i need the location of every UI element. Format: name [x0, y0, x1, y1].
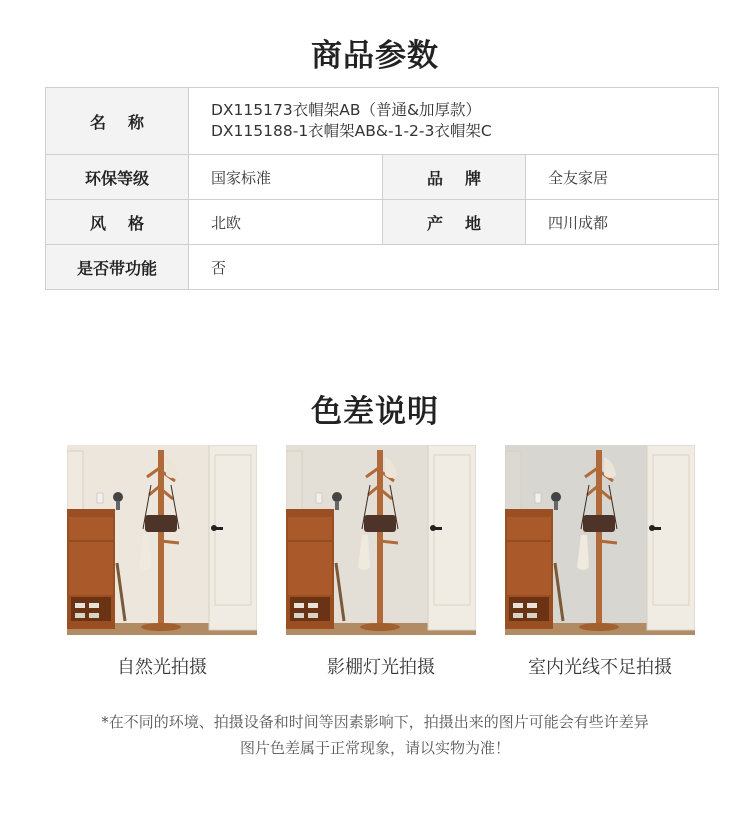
- photo-low-indoor-light: [505, 445, 695, 635]
- param-label-eco: 环保等级: [46, 155, 189, 200]
- params-table: [45, 87, 719, 290]
- param-row-style-origin: [46, 200, 719, 245]
- param-value-origin: 四川成都: [526, 200, 719, 245]
- param-label-style: 风格: [46, 200, 189, 245]
- param-label-name: 名称: [46, 88, 189, 155]
- param-value-style: 北欧: [189, 200, 383, 245]
- photo-caption-natural: 自然光拍摄: [117, 657, 207, 678]
- color-note-line1: *在不同的环境、拍摄设备和时间等因素影响下，拍摄出来的图片可能会有些许差异: [101, 713, 649, 731]
- color-note-line2: 图片色差属于正常现象，请以实物为准！: [239, 739, 510, 757]
- color-section-title: 色差说明: [311, 394, 439, 430]
- param-label-origin: 产地: [383, 200, 526, 245]
- param-row-eco-brand: [46, 155, 719, 200]
- param-label-function: 是否带功能: [46, 245, 189, 290]
- param-label-brand: 品牌: [383, 155, 526, 200]
- param-value-function: 否: [189, 245, 719, 290]
- photo-caption-studio: 影棚灯光拍摄: [327, 657, 435, 678]
- params-section-title: 商品参数: [311, 38, 439, 74]
- param-value-eco: 国家标准: [189, 155, 383, 200]
- param-value-name-line2: DX115188-1衣帽架AB&-1-2-3衣帽架C: [211, 122, 492, 140]
- param-value-name: [189, 88, 719, 155]
- photo-caption-low-light: 室内光线不足拍摄: [528, 657, 672, 678]
- param-row-name: [46, 88, 719, 155]
- param-value-name-line1: DX115173衣帽架AB（普通&加厚款）: [211, 101, 482, 119]
- photo-studio-light: [286, 445, 476, 635]
- photo-natural-light: [67, 445, 257, 635]
- param-value-brand: 全友家居: [526, 155, 719, 200]
- param-row-function: [46, 245, 719, 290]
